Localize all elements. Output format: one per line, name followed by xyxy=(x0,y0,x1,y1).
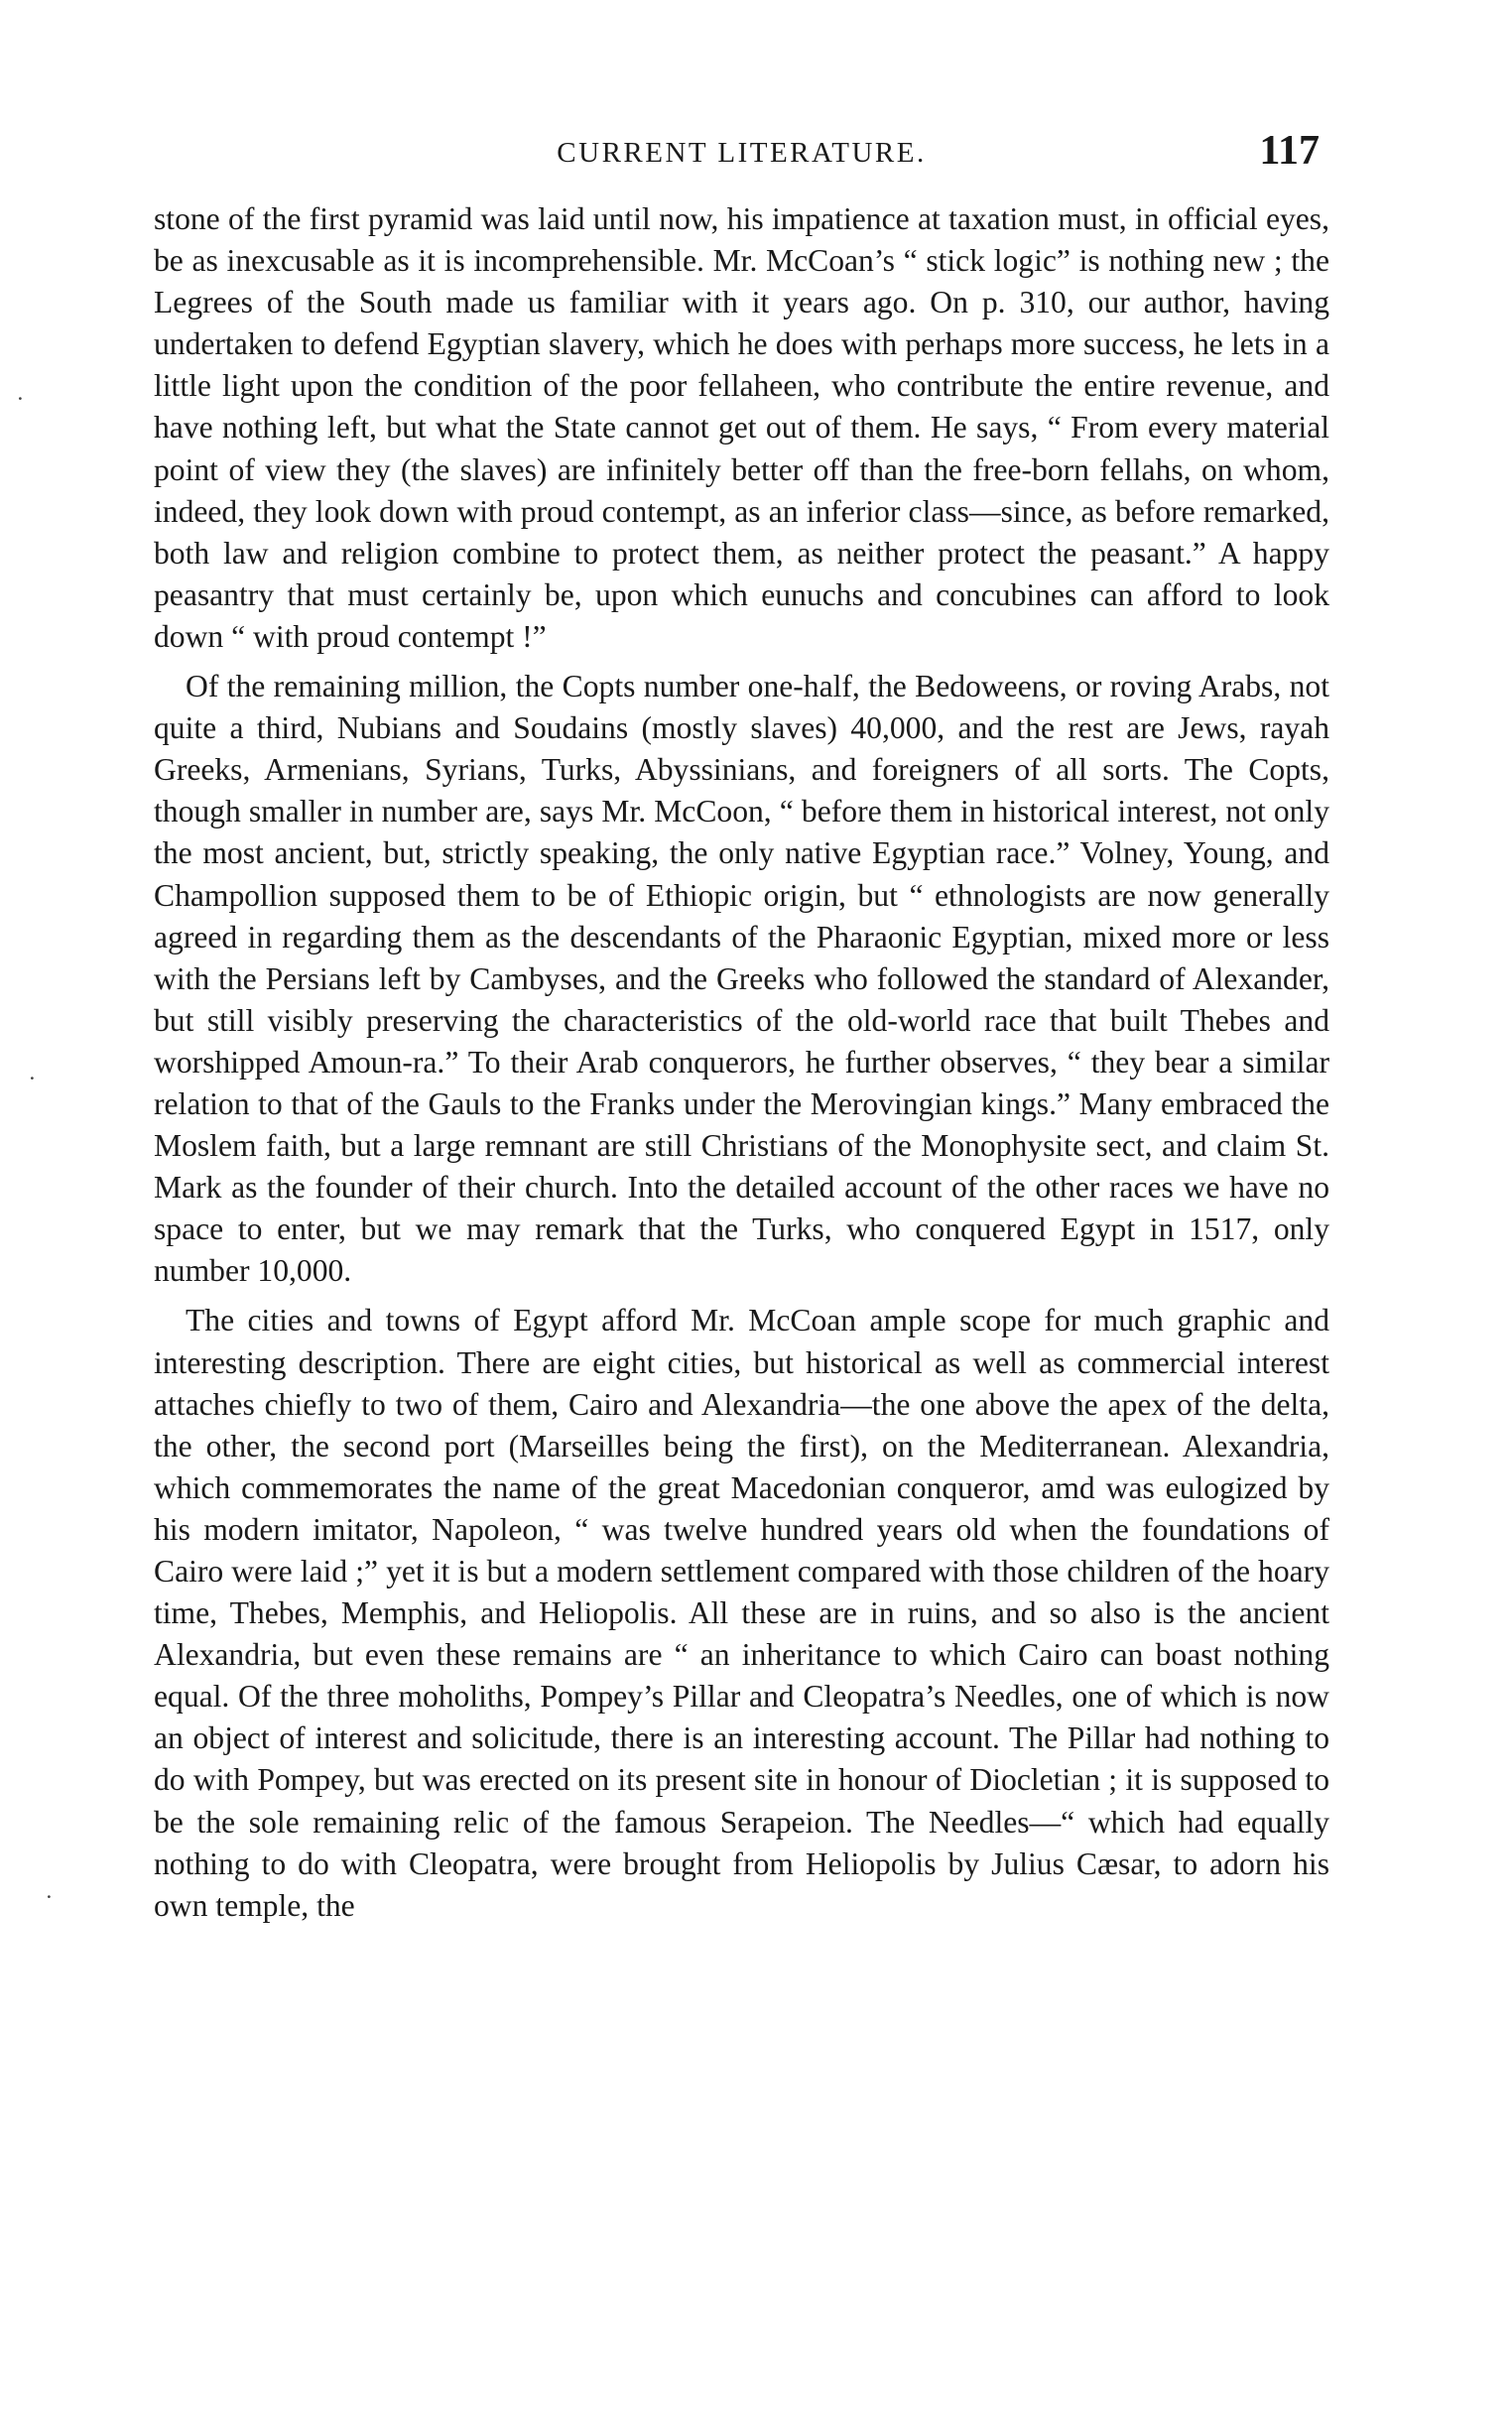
paragraph-1: stone of the first pyramid was laid until now, his impatience at taxation must, in official eyes, be as inexcusable as it is incomprehensible. Mr. McCoan’s “ stick logic” is nothing new ; the Legrees of the South made us familiar with it years ago. On p. 310, our author, having undertaken to defend Egyptian slavery, which he does with perhaps more success, he lets in a little light upon the condition of the poor fellaheen, who contribute the entire revenue, and have nothing left, but what the State cannot get out of them. He says, “ From every material point of view they (the slaves) are infinitely better off than the free-born fellahs, on whom, indeed, they look down with proud contempt, as an inferior class—since, as before remarked, both law and religion combine to protect them, as neither protect the peasant.” A happy peasantry that must certainly be, upon which eunuchs and concubines can afford to look down “ with proud contempt !” xyxy=(154,201,1329,654)
page-number: 117 xyxy=(1259,128,1320,174)
running-title: CURRENT LITERATURE. xyxy=(557,137,927,169)
paragraph-2: Of the remaining million, the Copts number one-half, the Bedoweens, or roving Arabs, not quite a third, Nubians and Soudains (mostly slaves) 40,000, and the rest are Jews, rayah Greeks, Armenians, Syrians, Turks, Abyssinians, and foreigners of all sorts. The Copts, though smaller in number are, says Mr. McCoon, “ before them in historical interest, not only the most ancient, but, strictly speaking, the only native Egyptian race.” Volney, Young, and Champollion supposed them to be of Ethiopic origin, but “ ethnologists are now generally agreed in regarding them as the descendants of the Pharaonic Egyptian, mixed more or less with the Persians left by Cambyses, and the Greeks who followed the standard of Alexander, but still visibly preserving the characteristics of the old-world race that built Thebes and worshipped Amoun-ra.” To their Arab conquerors, he further observes, “ they bear a similar relation to that of the Gauls to the Franks under the Merovingian kings.” Many embraced the Moslem faith, but a large remnant are still Christians of the Monophysite sect, and claim St. Mark as the founder of their church. Into the detailed account of the other races we have no space to enter, but we may remark that the Turks, who conquered Egypt in 1517, only number 10,000. xyxy=(154,669,1329,1289)
running-head xyxy=(154,127,1329,187)
margin-speck-mark: ˙ xyxy=(16,392,25,421)
margin-speck-mark: ˙ xyxy=(28,1072,37,1100)
margin-speck-mark: ˙ xyxy=(45,1890,54,1919)
paragraph-3: The cities and towns of Egypt afford Mr. McCoan ample scope for much graphic and interesting description. There are eight cities, but historical as well as commercial interest attaches chiefly to two of them, Cairo and Alexandria—the one above the apex of the delta, the other, the second port (Marseilles being the first), on the Mediterranean. Alexandria, which commemorates the name of the great Macedonian conqueror, amd was eulogized by his modern imitator, Napoleon, “ was twelve hundred years old when the foundations of Cairo were laid ;” yet it is but a modern settlement compared with those children of the hoary time, Thebes, Memphis, and Heliopolis. All these are in ruins, and so also is the ancient Alexandria, but even these remains are “ an inheritance to which Cairo can boast nothing equal. Of the three moholiths, Pompey’s Pillar and Cleopatra’s Needles, one of which is now an object of interest and solicitude, there is an interesting account. The Pillar had nothing to do with Pompey, but was erected on its present site in honour of Diocletian ; it is supposed to be the sole remaining relic of the famous Serapeion. The Needles—“ which had equally nothing to do with Cleopatra, were brought from Heliopolis by Julius Cæsar, to adorn his own temple, the xyxy=(154,1303,1329,1923)
body-text xyxy=(154,198,1329,1935)
